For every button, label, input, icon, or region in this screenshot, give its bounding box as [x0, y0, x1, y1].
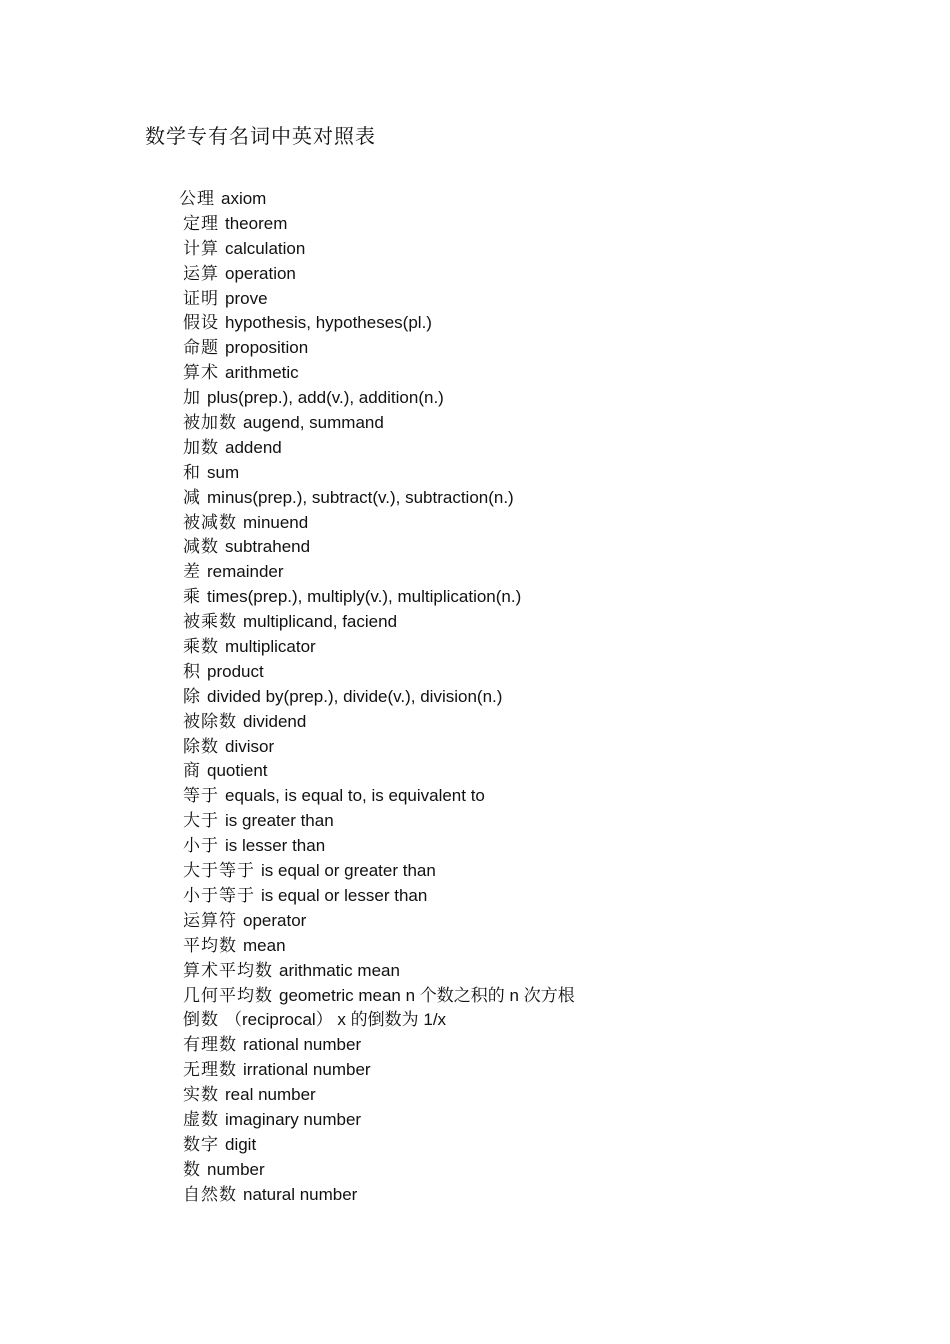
term-english: axiom — [221, 189, 267, 208]
term-row — [183, 1083, 575, 1108]
term-english: operator — [243, 910, 307, 930]
term-row — [183, 411, 575, 436]
term-chinese: 减数 — [183, 537, 219, 558]
term-row — [183, 1058, 575, 1083]
term-english: is equal or lesser than — [261, 885, 428, 905]
term-row — [183, 1158, 575, 1183]
term-row — [183, 959, 575, 984]
term-row — [183, 610, 575, 635]
term-row — [183, 859, 575, 884]
term-chinese: 倒数 — [183, 1010, 219, 1031]
term-chinese: 商 — [183, 761, 201, 782]
term-english: sum — [207, 462, 240, 482]
term-row — [183, 710, 575, 735]
term-row — [183, 436, 575, 461]
term-chinese: 实数 — [183, 1085, 219, 1106]
term-english: natural number — [243, 1184, 358, 1204]
term-chinese: 数 — [183, 1159, 201, 1180]
term-english: imaginary number — [225, 1109, 362, 1129]
term-chinese: 被减数 — [183, 512, 237, 533]
term-row — [183, 1008, 575, 1033]
term-chinese: 加数 — [183, 437, 219, 458]
term-row — [183, 560, 575, 585]
term-english: irrational number — [243, 1060, 371, 1080]
term-chinese: 乘 — [183, 587, 201, 608]
term-chinese: 乘数 — [183, 637, 219, 658]
term-row — [183, 461, 575, 486]
term-chinese: 小于等于 — [183, 885, 255, 906]
term-chinese: 假设 — [183, 313, 219, 334]
term-chinese: 除数 — [183, 736, 219, 757]
term-english: arithmetic — [225, 363, 299, 383]
term-row — [179, 187, 575, 212]
term-chinese: 被加数 — [183, 413, 237, 434]
term-english: number — [207, 1159, 265, 1179]
term-chinese: 证明 — [183, 288, 219, 309]
term-english: minus(prep.), subtract(v.), subtraction(n.) — [207, 487, 514, 507]
term-chinese: 运算符 — [183, 910, 237, 931]
term-chinese: 无理数 — [183, 1060, 237, 1081]
term-row — [183, 1108, 575, 1133]
term-row — [183, 361, 575, 386]
term-chinese: 几何平均数 — [183, 985, 273, 1006]
term-row — [183, 585, 575, 610]
term-english: arithmatic mean — [279, 960, 400, 980]
term-row — [183, 809, 575, 834]
term-row — [183, 486, 575, 511]
term-english: calculation — [225, 238, 306, 258]
term-english: addend — [225, 437, 282, 457]
term-row — [183, 386, 575, 411]
document-title: 数学专有名词中英对照表 — [145, 124, 376, 148]
term-english: operation — [225, 263, 296, 283]
term-chinese: 和 — [183, 462, 201, 483]
term-chinese: 小于 — [183, 836, 219, 857]
term-chinese: 积 — [183, 661, 201, 682]
term-chinese: 数字 — [183, 1134, 219, 1155]
term-english: divided by(prep.), divide(v.), division(n.) — [207, 686, 503, 706]
term-english: plus(prep.), add(v.), addition(n.) — [207, 388, 444, 408]
term-chinese: 自然数 — [183, 1184, 237, 1205]
term-chinese: 除 — [183, 686, 201, 707]
term-english: hypothesis, hypotheses(pl.) — [225, 313, 432, 333]
term-english: dividend — [243, 711, 307, 731]
term-chinese: 大于 — [183, 811, 219, 832]
term-english: theorem — [225, 213, 288, 233]
term-english: subtrahend — [225, 537, 311, 557]
term-english: augend, summand — [243, 413, 384, 433]
term-english: is equal or greater than — [261, 861, 436, 881]
term-row — [183, 262, 575, 287]
term-row — [183, 759, 575, 784]
term-chinese: 被乘数 — [183, 612, 237, 633]
term-chinese: 差 — [183, 562, 201, 583]
term-chinese: 定理 — [183, 213, 219, 234]
term-row — [183, 984, 575, 1009]
term-chinese: 加 — [183, 388, 201, 409]
term-row — [183, 735, 575, 760]
term-english: geometric mean n 个数之积的 n 次方根 — [279, 985, 575, 1005]
term-english: proposition — [225, 338, 309, 358]
term-row — [183, 685, 575, 710]
term-english: prove — [225, 288, 268, 308]
term-row — [183, 237, 575, 262]
term-chinese: 被除数 — [183, 711, 237, 732]
term-chinese: 虚数 — [183, 1109, 219, 1130]
term-english: quotient — [207, 761, 268, 781]
term-chinese: 平均数 — [183, 935, 237, 956]
term-row — [183, 535, 575, 560]
term-english: rational number — [243, 1035, 362, 1055]
term-row — [183, 884, 575, 909]
term-row — [183, 336, 575, 361]
term-english: is greater than — [225, 811, 334, 831]
term-english: multiplicand, faciend — [243, 612, 398, 632]
term-english: product — [207, 661, 264, 681]
term-row — [183, 212, 575, 237]
term-english: digit — [225, 1134, 257, 1154]
term-row — [183, 511, 575, 536]
term-english: minuend — [243, 512, 309, 532]
term-english: equals, is equal to, is equivalent to — [225, 786, 485, 806]
term-english: is lesser than — [225, 836, 326, 856]
term-english: （reciprocal） x 的倒数为 1/x — [225, 1010, 447, 1030]
term-list — [179, 187, 575, 1208]
term-chinese: 等于 — [183, 786, 219, 807]
term-row — [183, 635, 575, 660]
term-english: multiplicator — [225, 637, 316, 657]
term-row — [183, 311, 575, 336]
term-row — [183, 784, 575, 809]
term-row — [183, 1133, 575, 1158]
term-english: mean — [243, 935, 286, 955]
term-chinese: 有理数 — [183, 1035, 237, 1056]
term-chinese: 减 — [183, 487, 201, 508]
term-chinese: 公理 — [179, 189, 215, 209]
term-chinese: 命题 — [183, 338, 219, 359]
term-row — [183, 287, 575, 312]
term-english: real number — [225, 1085, 316, 1105]
term-row — [183, 660, 575, 685]
term-chinese: 运算 — [183, 263, 219, 284]
term-english: remainder — [207, 562, 284, 582]
term-chinese: 计算 — [183, 238, 219, 259]
term-chinese: 算术 — [183, 363, 219, 384]
term-english: times(prep.), multiply(v.), multiplication(n.) — [207, 587, 522, 607]
term-row — [183, 909, 575, 934]
term-row — [183, 934, 575, 959]
term-row — [183, 1183, 575, 1208]
term-row — [183, 834, 575, 859]
term-english: divisor — [225, 736, 275, 756]
term-chinese: 算术平均数 — [183, 960, 273, 981]
term-chinese: 大于等于 — [183, 861, 255, 882]
term-row — [183, 1033, 575, 1058]
